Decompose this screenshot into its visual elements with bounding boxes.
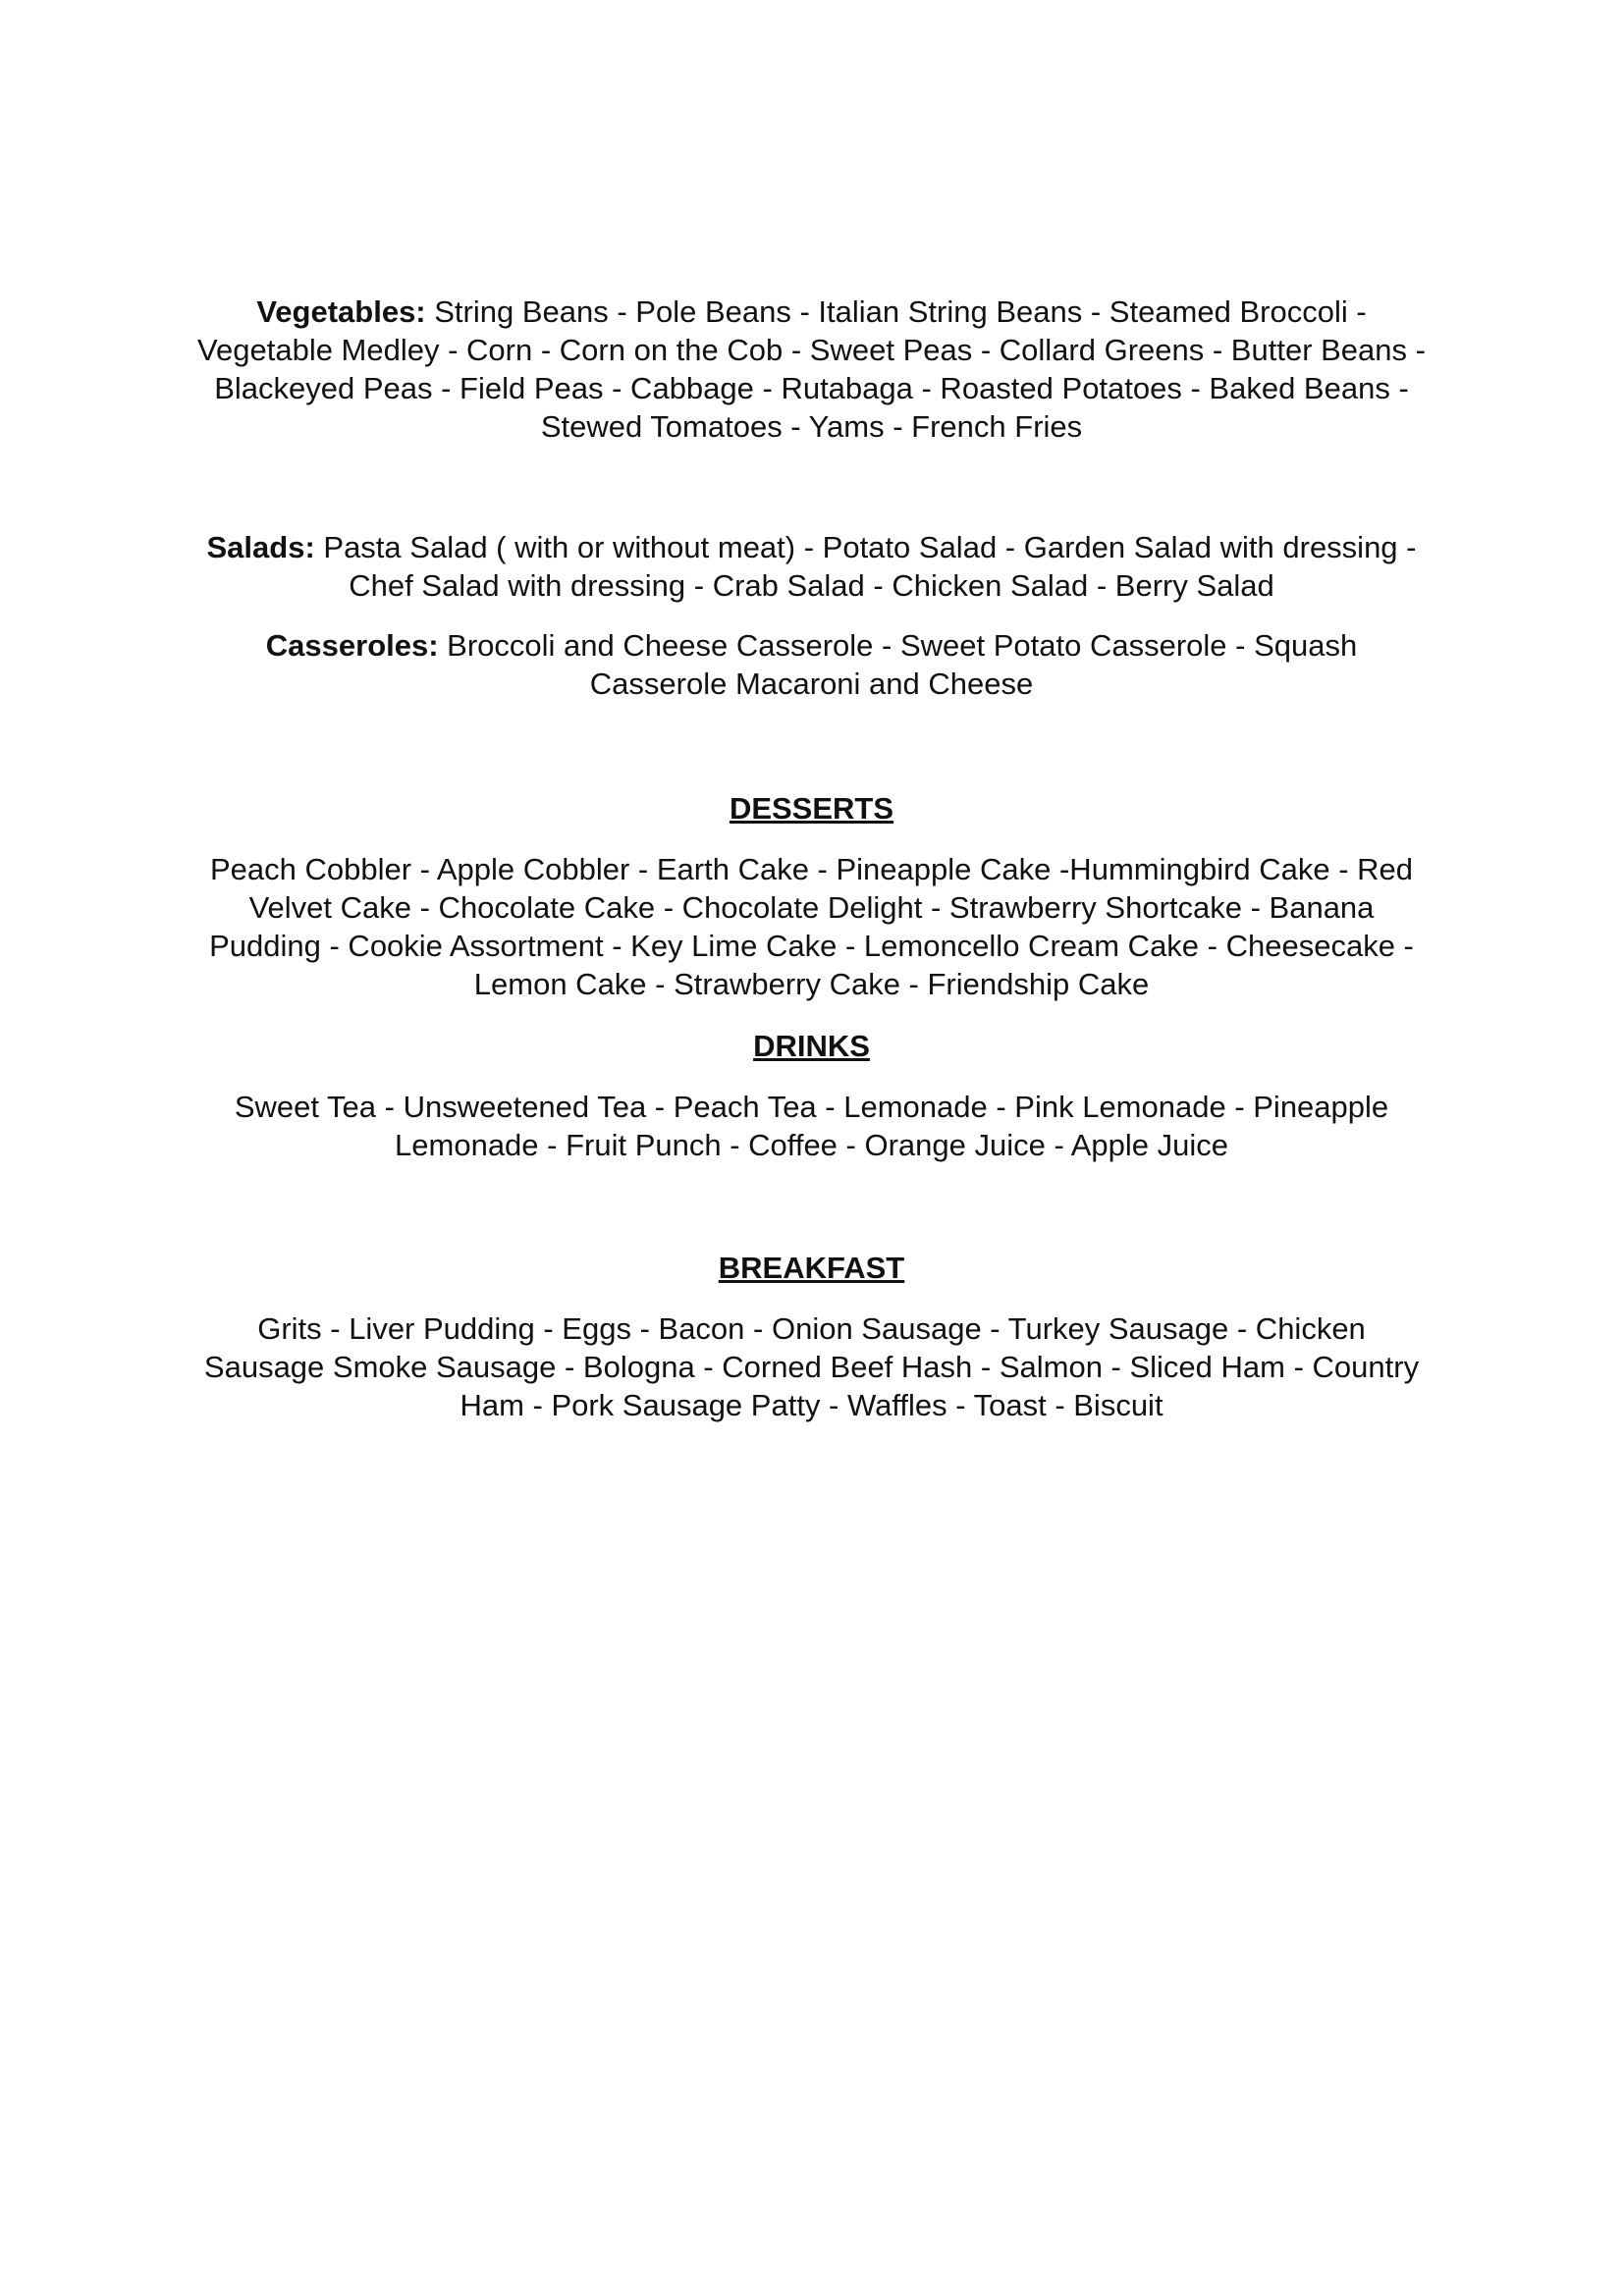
casseroles-section xyxy=(196,626,1427,703)
breakfast-items: Grits - Liver Pudding - Eggs - Bacon - Onion Sausage - Turkey Sausage - Chicken Sausage Smoke Sausage - Bologna - Corned Beef Hash - Salmon - Sliced Ham - Country Ham - Pork Sausage Patty - Waffles - Toast - Biscuit xyxy=(203,1311,1420,1422)
desserts-items: Peach Cobbler - Apple Cobbler - Earth Cake - Pineapple Cake -Hummingbird Cake - Red Velvet Cake - Chocolate Cake - Chocolate Delight - Strawberry Shortcake - Banana Pudding - Cookie Assortment - Key Lime Cake - Lemoncello Cream Cake - Cheesecake -Lemon Cake - Strawberry Cake - Friendship Cake xyxy=(209,852,1414,1001)
salads-label: Salads: xyxy=(206,530,315,564)
breakfast-heading: BREAKFAST xyxy=(718,1251,905,1285)
vegetables-items: String Beans - Pole Beans - Italian String Beans - Steamed Broccoli - Vegetable Medley - Corn - Corn on the Cob - Sweet Peas - Collard Greens - Butter Beans - Blackeyed Peas - Field Peas - Cabbage - Rutabaga - Roasted Potatoes - Baked Beans - Stewed Tomatoes - Yams - French Fries xyxy=(197,294,1426,444)
casseroles-label: Casseroles: xyxy=(265,628,439,663)
salads-section xyxy=(196,528,1427,605)
vegetables-label: Vegetables: xyxy=(256,294,426,329)
salads-items: Pasta Salad ( with or without meat) - Potato Salad - Garden Salad with dressing - Chef Salad with dressing - Crab Salad - Chicken Salad - Berry Salad xyxy=(314,530,1417,603)
drinks-heading: DRINKS xyxy=(753,1029,870,1063)
drinks-items: Sweet Tea - Unsweetened Tea - Peach Tea - Lemonade - Pink Lemonade - Pineapple Lemonade - Fruit Punch - Coffee - Orange Juice - Apple Juice xyxy=(234,1090,1389,1162)
casseroles-items: Broccoli and Cheese Casserole - Sweet Potato Casserole - Squash Casserole Macaroni and Cheese xyxy=(438,628,1358,701)
desserts-heading: DESSERTS xyxy=(729,791,894,826)
vegetables-section xyxy=(196,293,1427,446)
